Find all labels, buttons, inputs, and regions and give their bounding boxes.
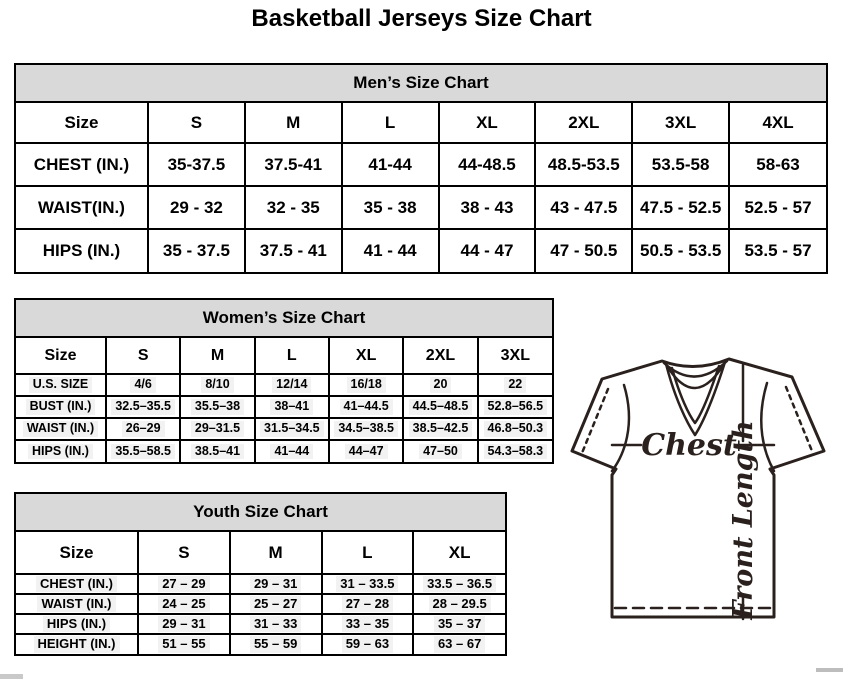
youth-cell: 25 – 27: [230, 594, 322, 614]
womens-cell: 35.5–58.5: [106, 440, 180, 462]
mens-col-header: 3XL: [632, 103, 729, 143]
youth-col-header: XL: [413, 532, 505, 574]
mens-cell: 47.5 - 52.5: [632, 186, 729, 229]
womens-col-header: XL: [329, 338, 403, 374]
youth-cell: 51 – 55: [138, 634, 230, 654]
jersey-diagram: [562, 355, 838, 630]
youth-cell: 33.5 – 36.5: [413, 574, 505, 594]
womens-cell: 32.5–35.5: [106, 396, 180, 418]
womens-col-header: L: [255, 338, 329, 374]
womens-cell: 41–44.5: [329, 396, 403, 418]
mens-cell: 50.5 - 53.5: [632, 229, 729, 272]
mens-cell: 58-63: [729, 143, 826, 186]
womens-cell: 46.8–50.3: [478, 418, 552, 440]
womens-ussize-row: [16, 374, 552, 396]
mens-cell: 47 - 50.5: [535, 229, 632, 272]
mens-cell: 41 - 44: [342, 229, 439, 272]
youth-hips-row: [16, 614, 505, 634]
womens-cell: 34.5–38.5: [329, 418, 403, 440]
womens-col-header: M: [180, 338, 254, 374]
womens-cell: 16/18: [329, 374, 403, 396]
mens-col-header: S: [148, 103, 245, 143]
womens-cell: 4/6: [106, 374, 180, 396]
womens-cell: 38.5–41: [180, 440, 254, 462]
womens-bust-row: [16, 396, 552, 418]
womens-cell: 54.3–58.3: [478, 440, 552, 462]
scrollbar-fragment-left: [0, 674, 23, 679]
mens-cell: 52.5 - 57: [729, 186, 826, 229]
womens-cell: 20: [403, 374, 477, 396]
mens-cell: 53.5 - 57: [729, 229, 826, 272]
youth-cell: 59 – 63: [322, 634, 414, 654]
womens-col-header: S: [106, 338, 180, 374]
womens-cell: 38.5–42.5: [403, 418, 477, 440]
womens-cell: 44.5–48.5: [403, 396, 477, 418]
youth-cell: 27 – 29: [138, 574, 230, 594]
mens-size-chart: [14, 63, 828, 274]
womens-table: [16, 338, 552, 462]
youth-header-row: [16, 532, 505, 574]
youth-row-label: CHEST (IN.): [16, 574, 138, 594]
youth-cell: 31 – 33: [230, 614, 322, 634]
womens-cell: 8/10: [180, 374, 254, 396]
womens-cell: 35.5–38: [180, 396, 254, 418]
mens-cell: 37.5 - 41: [245, 229, 342, 272]
womens-cell: 44–47: [329, 440, 403, 462]
front-length-label: Front Length: [728, 420, 759, 620]
youth-row-label: HEIGHT (IN.): [16, 634, 138, 654]
womens-size-chart: [14, 298, 554, 464]
youth-row-label: WAIST (IN.): [16, 594, 138, 614]
youth-col-header: S: [138, 532, 230, 574]
mens-row-label: WAIST(IN.): [16, 186, 148, 229]
chest-label: Chest: [641, 428, 737, 463]
youth-cell: 27 – 28: [322, 594, 414, 614]
mens-cell: 44-48.5: [439, 143, 536, 186]
womens-cell: 26–29: [106, 418, 180, 440]
womens-cell: 52.8–56.5: [478, 396, 552, 418]
youth-cell: 31 – 33.5: [322, 574, 414, 594]
mens-cell: 41-44: [342, 143, 439, 186]
youth-col-header: Size: [16, 532, 138, 574]
mens-cell: 37.5-41: [245, 143, 342, 186]
mens-cell: 35 - 38: [342, 186, 439, 229]
womens-header-row: [16, 338, 552, 374]
mens-col-header: 4XL: [729, 103, 826, 143]
mens-cell: 35 - 37.5: [148, 229, 245, 272]
womens-cell: 12/14: [255, 374, 329, 396]
womens-cell: 41–44: [255, 440, 329, 462]
youth-cell: 63 – 67: [413, 634, 505, 654]
youth-size-chart: [14, 492, 507, 656]
womens-chart-title: Women’s Size Chart: [16, 300, 552, 338]
jersey-outline: [572, 359, 824, 617]
youth-chest-row: [16, 574, 505, 594]
youth-waist-row: [16, 594, 505, 614]
womens-hips-row: [16, 440, 552, 462]
womens-cell: 47–50: [403, 440, 477, 462]
jersey-measurement-drawing: [562, 355, 838, 625]
youth-cell: 33 – 35: [322, 614, 414, 634]
womens-col-header: Size: [16, 338, 106, 374]
mens-cell: 35-37.5: [148, 143, 245, 186]
youth-cell: 29 – 31: [138, 614, 230, 634]
mens-chart-title: Men’s Size Chart: [16, 65, 826, 103]
mens-col-header: XL: [439, 103, 536, 143]
youth-table: [16, 532, 505, 654]
mens-row-label: CHEST (IN.): [16, 143, 148, 186]
youth-cell: 24 – 25: [138, 594, 230, 614]
page-title: Basketball Jerseys Size Chart: [251, 5, 592, 32]
womens-row-label: WAIST (IN.): [16, 418, 106, 440]
mens-cell: 48.5-53.5: [535, 143, 632, 186]
scrollbar-fragment-right: [816, 668, 843, 672]
womens-row-label: U.S. SIZE: [16, 374, 106, 396]
mens-cell: 32 - 35: [245, 186, 342, 229]
womens-row-label: HIPS (IN.): [16, 440, 106, 462]
womens-col-header: 3XL: [478, 338, 552, 374]
womens-waist-row: [16, 418, 552, 440]
mens-col-header: L: [342, 103, 439, 143]
womens-col-header: 2XL: [403, 338, 477, 374]
mens-cell: 53.5-58: [632, 143, 729, 186]
youth-col-header: M: [230, 532, 322, 574]
mens-hips-row: [16, 229, 826, 272]
mens-chest-row: [16, 143, 826, 186]
mens-col-header: 2XL: [535, 103, 632, 143]
mens-col-header: Size: [16, 103, 148, 143]
mens-row-label: HIPS (IN.): [16, 229, 148, 272]
mens-waist-row: [16, 186, 826, 229]
mens-header-row: [16, 103, 826, 143]
mens-cell: 43 - 47.5: [535, 186, 632, 229]
mens-cell: 38 - 43: [439, 186, 536, 229]
youth-chart-title: Youth Size Chart: [16, 494, 505, 532]
mens-table: [16, 103, 826, 272]
youth-cell: 35 – 37: [413, 614, 505, 634]
mens-cell: 29 - 32: [148, 186, 245, 229]
youth-col-header: L: [322, 532, 414, 574]
mens-cell: 44 - 47: [439, 229, 536, 272]
youth-row-label: HIPS (IN.): [16, 614, 138, 634]
womens-row-label: BUST (IN.): [16, 396, 106, 418]
womens-cell: 29–31.5: [180, 418, 254, 440]
womens-cell: 31.5–34.5: [255, 418, 329, 440]
womens-cell: 38–41: [255, 396, 329, 418]
youth-cell: 55 – 59: [230, 634, 322, 654]
youth-cell: 29 – 31: [230, 574, 322, 594]
mens-col-header: M: [245, 103, 342, 143]
youth-cell: 28 – 29.5: [413, 594, 505, 614]
youth-height-row: [16, 634, 505, 654]
womens-cell: 22: [478, 374, 552, 396]
